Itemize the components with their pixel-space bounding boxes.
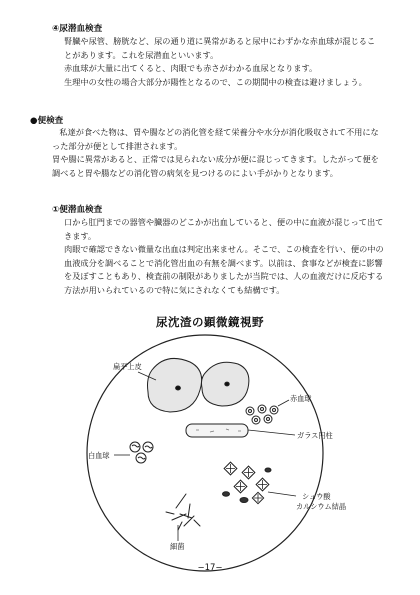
label-white-blood-cells: 白血球 <box>88 451 110 460</box>
paragraph: 私達が食べた物は、胃や腸などの消化管を経て栄養分や水分が消化吸収されて不用になった部分が便として排泄されます。 <box>52 127 379 151</box>
bacteria <box>166 494 200 530</box>
squamous-epithelial-cells <box>148 358 249 412</box>
section-title-urine-occult-blood: ④尿潜血検査 <box>52 24 103 34</box>
paragraph: 腎臓や尿管、膀胱など、尿の通り道に異常があると尿中にわずかな赤血球が混じることがあります。これを尿潜血といいます。 <box>64 36 376 60</box>
page-number: −17− <box>197 563 223 573</box>
label-calcium-oxalate-line2: カルシウム結晶 <box>296 502 347 511</box>
white-blood-cells <box>130 442 153 463</box>
paragraph: 肉眼で確認できない微量な出血は判定出来ません。そこで、この検査を行い、便の中の血液成分を調べることで消化管出血の有無を調べます。以前は、食事などが検査に影響を及ぼすこともあり、検査前の制限がありましたが当院では、人の血液だけに反応する方法が用いられているので特に気にされなくても結構です。 <box>64 244 384 295</box>
label-squamous-epithelium: 扁平上皮 <box>113 362 142 371</box>
leader-cast <box>248 430 295 435</box>
label-calcium-oxalate-line1: シュウ酸 <box>302 492 331 501</box>
section-title-stool-exam: ●便検査 <box>30 116 64 126</box>
red-blood-cells <box>246 405 278 424</box>
calcium-oxalate-crystals <box>223 462 272 504</box>
paragraph: 胃や腸に異常があると、正常では見られない成分が便に混じってきます。したがって便を調べると胃や腸などの消化管の病気を見つけるのによい手がかりとなります。 <box>52 154 379 178</box>
paragraph: 赤血球が大量に出てくると、肉眼でも赤さがわかる血尿となります。 <box>64 63 318 74</box>
section-title-stool-occult-blood: ①便潜血検査 <box>52 205 103 215</box>
leader-rbc <box>278 400 289 406</box>
paragraph: 口から肛門までの器管や臓器のどこかが出血していると、便の中に血液が混じって出てきます。 <box>64 217 384 241</box>
label-red-blood-cells: 赤血球 <box>290 394 312 403</box>
hyaline-cast <box>186 424 248 437</box>
figure-title: 尿沈渣の顕微鏡視野 <box>156 315 264 329</box>
label-bacteria: 細菌 <box>170 542 185 551</box>
paragraph: 生理中の女性の場合大部分が陽性となるので、この期間中の検査は避けましょう。 <box>64 76 367 87</box>
label-hyaline-cast: ガラス円柱 <box>297 431 333 440</box>
leader-crystal <box>268 492 296 496</box>
